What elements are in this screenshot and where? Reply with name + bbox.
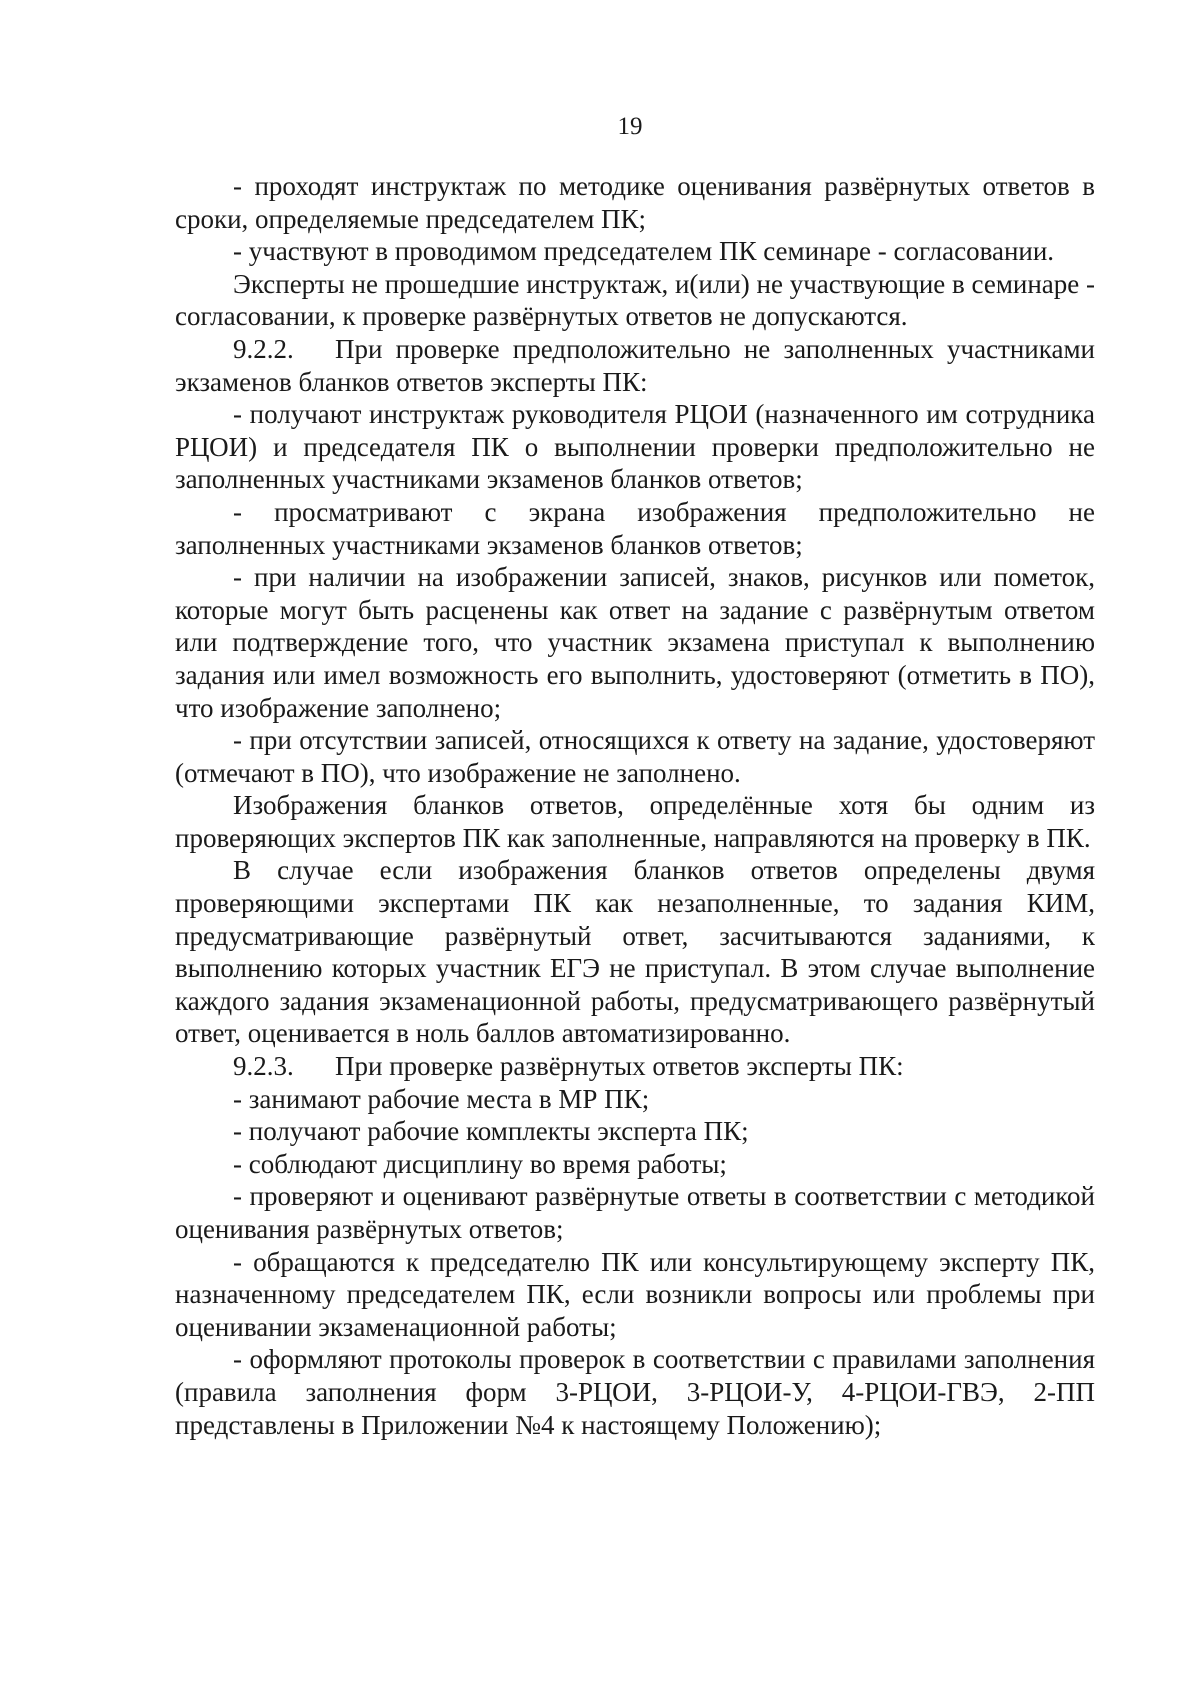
document-body	[175, 170, 1095, 1441]
paragraph-receive-briefing: - получают инструктаж руководителя РЦОИ (назначенного им сотрудника РЦОИ) и председателя ПК о выполнении проверки предположительно не заполненных участниками экзаменов бланков ответов;	[175, 399, 1095, 495]
list-item-discipline: - соблюдают дисциплину во время работы;	[233, 1148, 727, 1179]
paragraph-view-images: - просматривают с экрана изображения предположительно не заполненных участниками экзаменов бланков ответов;	[175, 496, 1095, 560]
section-text: При проверке развёрнутых ответов эксперты ПК:	[335, 1051, 904, 1082]
paragraph-experts-not-admitted: Эксперты не прошедшие инструктаж, и(или) не участвующие в семинаре - согласовании, к проверке развёрнутых ответов не допускаются.	[175, 268, 1096, 332]
paragraph-seminar-participation: - участвуют в проводимом председателем ПК семинаре - согласовании.	[233, 236, 1055, 267]
section-text: При проверке предположительно не заполненных участниками экзаменов бланков ответов эксперты ПК:	[175, 333, 1095, 397]
list-item-check-answers: - проверяют и оценивают развёрнутые ответы в соответствии с методикой оценивания развёрнутых ответов;	[175, 1181, 1095, 1244]
page-number: 19	[617, 113, 643, 140]
section-number: 9.2.3.	[233, 1051, 294, 1082]
list-item-workplaces: - занимают рабочие места в МР ПК;	[233, 1083, 650, 1114]
list-item-protocols: - оформляют протоколы проверок в соответствии с правилами заполнения (правила заполнения форм 3-РЦОИ, 3-РЦОИ-У, 4-РЦОИ-ГВЭ, 2-ПП представлены в Приложении №4 к настоящему Положению);	[175, 1344, 1095, 1440]
section-number: 9.2.2.	[233, 333, 294, 364]
paragraph-section-9-2-2	[175, 333, 1095, 398]
list-item-contact-chairman: - обращаются к председателю ПК или консультирующему эксперту ПК, назначенному председателем ПК, если возникли вопросы или проблемы при оценивании экзаменационной работы;	[175, 1246, 1095, 1342]
paragraph-filled-images-sent: Изображения бланков ответов, определённые хотя бы одним из проверяющих экспертов ПК как заполненные, направляются на проверку в ПК.	[175, 790, 1095, 853]
paragraph-unfilled-case: В случае если изображения бланков ответов определены двумя проверяющими экспертами ПК как незаполненные, то задания КИМ, предусматривающие развёрнутый ответ, засчитываются заданиями, к выполнению которых участник ЕГЭ не приступал. В этом случае выполнение каждого задания экзаменационной работы, предусматривающего развёрнутый ответ, оценивается в ноль баллов автоматизированно.	[175, 855, 1095, 1049]
paragraph-instruction-briefing: - проходят инструктаж по методике оценивания развёрнутых ответов в сроки, определяемые председателем ПК;	[175, 171, 1095, 234]
list-item-kits: - получают рабочие комплекты эксперта ПК;	[233, 1116, 749, 1147]
paragraph-section-9-2-3	[175, 1050, 1095, 1083]
paragraph-certify-empty: - при отсутствии записей, относящихся к ответу на задание, удостоверяют (отмечают в ПО), что изображение не заполнено.	[175, 725, 1095, 788]
paragraph-certify-filled: - при наличии на изображении записей, знаков, рисунков или пометок, которые могут быть расценены как ответ на задание с развёрнутым ответом или подтверждение того, что участник экзамена приступал к выполнению задания или имел возможность его выполнить, удостоверяют (отметить в ПО), что изображение заполнено;	[175, 562, 1095, 723]
